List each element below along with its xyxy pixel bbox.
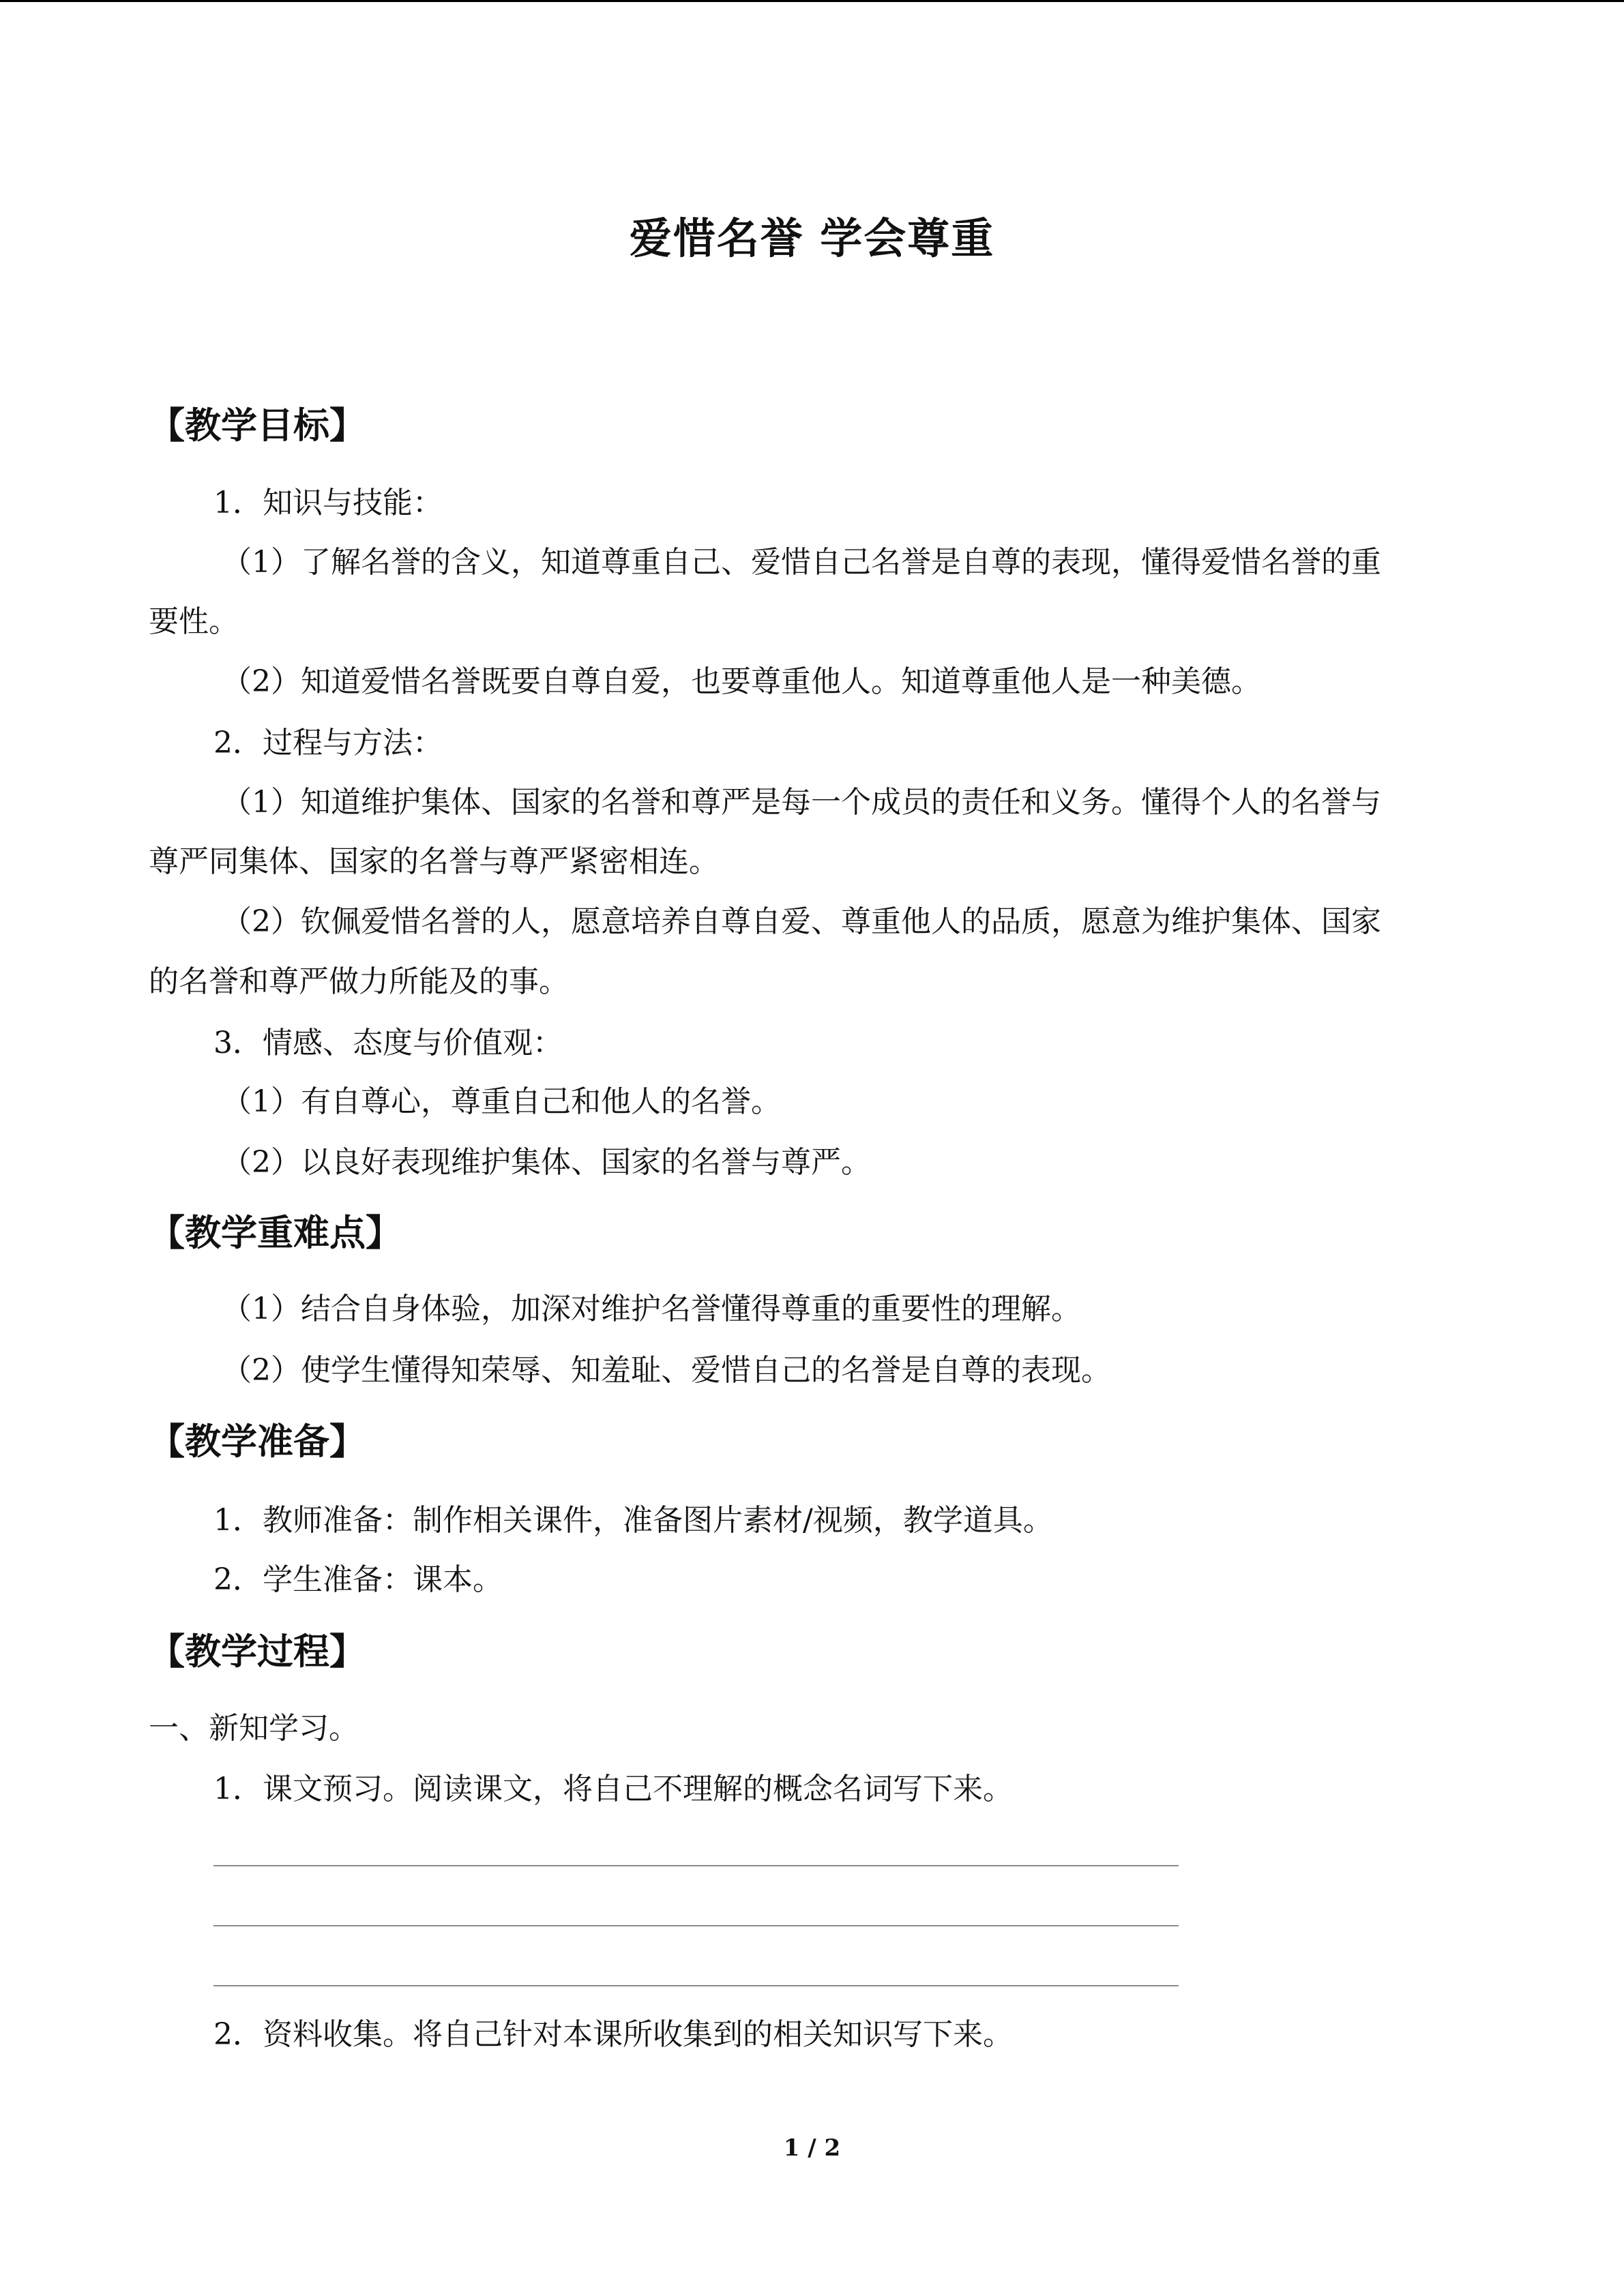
section-heading-objectives: 【教学目标】: [149, 405, 366, 447]
answer-blank-line: [213, 1865, 1179, 1866]
answer-blank-line: [213, 1985, 1179, 1986]
section-heading-key-points: 【教学重难点】: [149, 1212, 402, 1254]
section-heading-process: 【教学过程】: [149, 1631, 366, 1673]
paragraph-line: 2．资料收集。将自己针对本课所收集到的相关知识写下来。: [213, 2017, 1013, 2052]
paragraph-line: （1）结合自身体验，加深对维护名誉懂得尊重的重要性的理解。: [222, 1292, 1081, 1326]
paragraph-line: （2）以良好表现维护集体、国家的名誉与尊严。: [222, 1145, 871, 1180]
page-number: 1 / 2: [783, 2134, 841, 2162]
paragraph-line: 2．学生准备：课本。: [213, 1562, 503, 1597]
paragraph-line: （2）知道爱惜名誉既要自尊自爱，也要尊重他人。知道尊重他人是一种美德。: [222, 664, 1261, 699]
paragraph-line: 的名誉和尊严做力所能及的事。: [149, 964, 569, 999]
paragraph-line: 1．课文预习。阅读课文，将自己不理解的概念名词写下来。: [213, 1772, 1013, 1806]
paragraph-line: 3．情感、态度与价值观：: [213, 1026, 563, 1060]
section-heading-preparation: 【教学准备】: [149, 1421, 366, 1463]
document-title: 爱惜名誉 学会尊重: [629, 213, 995, 263]
paragraph-line: 尊严同集体、国家的名誉与尊严紧密相连。: [149, 844, 719, 879]
paragraph-line: （1）知道维护集体、国家的名誉和尊严是每一个成员的责任和义务。懂得个人的名誉与: [222, 785, 1381, 820]
paragraph-line: 1．知识与技能：: [213, 486, 443, 520]
paragraph-line: 要性。: [149, 604, 239, 639]
paragraph-line: 1．教师准备：制作相关课件，准备图片素材/视频，教学道具。: [213, 1503, 1053, 1538]
paragraph-line: （1）了解名誉的含义，知道尊重自己、爱惜自己名誉是自尊的表现，懂得爱惜名誉的重: [222, 545, 1381, 580]
paragraph-line: 2．过程与方法：: [213, 726, 443, 760]
paragraph-line: （1）有自尊心，尊重自己和他人的名誉。: [222, 1084, 781, 1119]
paragraph-line: （2）使学生懂得知荣辱、知羞耻、爱惜自己的名誉是自尊的表现。: [222, 1353, 1111, 1388]
paragraph-line: （2）钦佩爱惜名誉的人，愿意培养自尊自爱、尊重他人的品质，愿意为维护集体、国家: [222, 904, 1381, 939]
paragraph-line: 一、新知学习。: [149, 1711, 359, 1746]
answer-blank-line: [213, 1925, 1179, 1926]
